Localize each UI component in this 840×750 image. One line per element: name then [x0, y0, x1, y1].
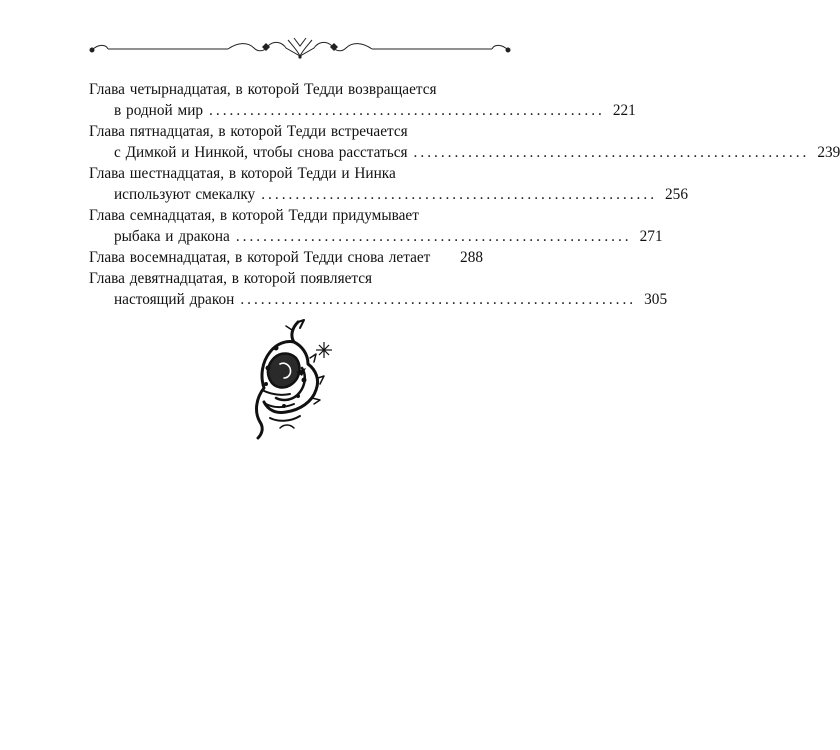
dot-leader: ..........................................................: [413, 144, 810, 161]
toc-entry-subtitle: используют смекалку: [114, 186, 256, 203]
toc-entry-subtitle: с Димкой и Нинкой, чтобы снова расстаться: [114, 144, 408, 161]
dot-leader: ..........................................................: [209, 102, 605, 119]
toc-entry-continuation: [89, 142, 840, 163]
page-number: 305: [644, 291, 668, 308]
table-of-contents: [89, 79, 840, 310]
toc-entry-title: Глава четырнадцатая, в которой Тедди возвращается: [89, 81, 437, 98]
dot-leader: ..........................................................: [235, 228, 632, 245]
toc-entry-continuation: [89, 100, 636, 121]
toc-entry-title: Глава девятнадцатая, в которой появляется: [89, 270, 373, 287]
page-number: 288: [460, 249, 483, 266]
toc-entry-subtitle: рыбака и дракона: [114, 228, 230, 245]
page-number: 256: [665, 186, 688, 203]
toc-entry-subtitle: в родной мир: [114, 102, 204, 119]
toc-entry-title: Глава восемнадцатая, в которой Тедди снова летает: [89, 249, 431, 266]
page-number: 271: [639, 228, 663, 245]
toc-entry-title: Глава пятнадцатая, в которой Тедди встречается: [89, 123, 408, 140]
page-number: 221: [612, 102, 636, 119]
dot-leader: ..........................................................: [261, 186, 658, 203]
header-ornament-icon: [88, 36, 512, 60]
dragon-illustration-icon: [240, 318, 340, 440]
toc-entry-subtitle: настоящий дракон: [114, 291, 235, 308]
toc-entry-continuation: [89, 289, 668, 310]
toc-entry-single-line: [89, 247, 483, 268]
toc-entry-title: Глава семнадцатая, в которой Тедди придумывает: [89, 207, 419, 224]
dot-leader: ..........................................................: [240, 291, 637, 308]
toc-entry-title: Глава шестнадцатая, в которой Тедди и Нинка: [89, 165, 396, 182]
toc-entry-continuation: [89, 226, 663, 247]
toc-entry-continuation: [89, 184, 688, 205]
page-number: 239: [817, 144, 840, 161]
